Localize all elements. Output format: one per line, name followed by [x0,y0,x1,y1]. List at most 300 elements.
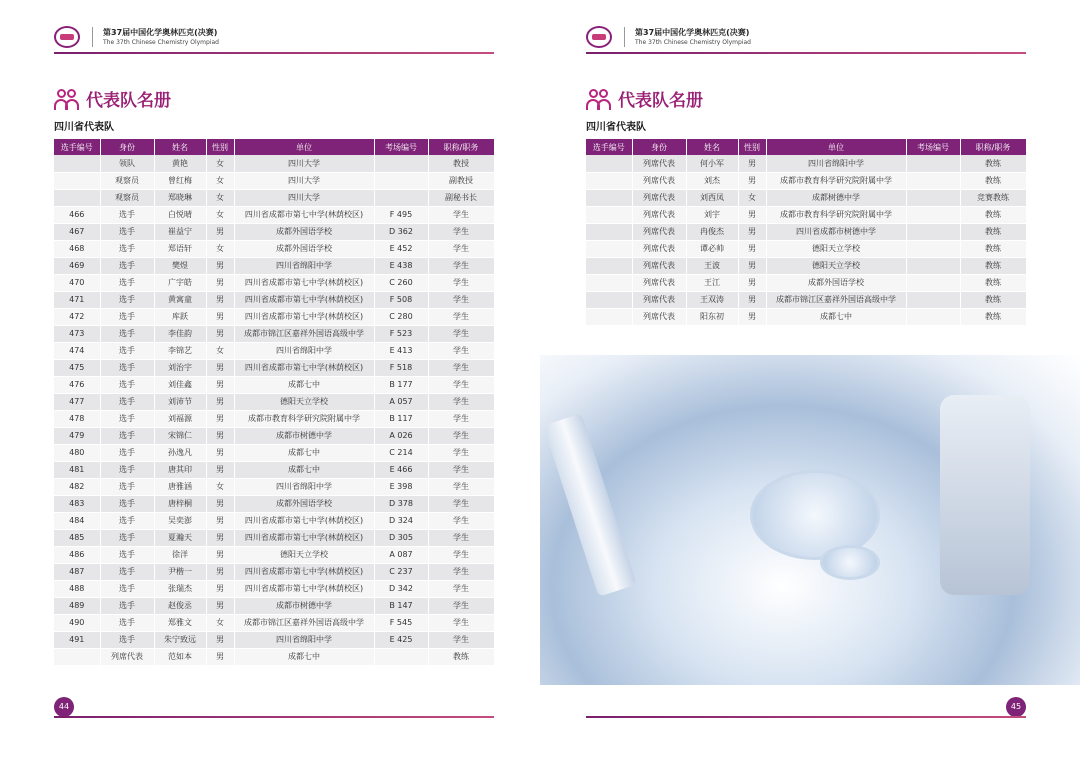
table-cell: 学生 [428,240,494,257]
table-cell: 485 [54,529,100,546]
table-cell: 男 [206,597,234,614]
table-cell: 学生 [428,274,494,291]
people-icon [586,88,612,110]
table-cell: 黄寓童 [154,291,206,308]
table-cell: 德阳天立学校 [766,240,906,257]
column-header: 职称/职务 [960,139,1026,155]
table-cell: 选手 [100,563,154,580]
table-cell: 刘西凤 [686,189,738,206]
page-number-left: 44 [54,697,74,717]
table-cell [374,155,428,172]
column-header: 职称/职务 [428,139,494,155]
table-cell: 女 [206,189,234,206]
table-cell: 曾红梅 [154,172,206,189]
table-row [54,308,494,325]
table-cell: 成都七中 [766,308,906,325]
table-cell [374,172,428,189]
table-cell [54,155,100,172]
table-cell: E 452 [374,240,428,257]
table-cell: 男 [206,393,234,410]
table-cell [906,257,960,274]
table-cell: 谭必帅 [686,240,738,257]
table-cell: 四川大学 [234,189,374,206]
table-cell: 副秘书长 [428,189,494,206]
table-row [54,325,494,342]
table-cell: 学生 [428,580,494,597]
table-cell: 选手 [100,546,154,563]
table-cell: 学生 [428,342,494,359]
table-cell: 刘治宇 [154,359,206,376]
table-cell: 郑晓琳 [154,189,206,206]
table-cell: 475 [54,359,100,376]
table-cell: 478 [54,410,100,427]
table-row [586,206,1026,223]
table-cell: 477 [54,393,100,410]
table-cell: 王江 [686,274,738,291]
table-cell: 四川大学 [234,155,374,172]
table-cell: 选手 [100,444,154,461]
table-cell: 482 [54,478,100,495]
table-row [54,580,494,597]
table-cell: 成都外国语学校 [234,223,374,240]
table-row [54,444,494,461]
table-row [54,512,494,529]
footer-rule [586,716,1026,718]
table-cell [586,189,632,206]
table-cell: 夏瀚天 [154,529,206,546]
table-cell: D 324 [374,512,428,529]
section-title [54,86,171,111]
microscope-shape [940,395,1030,595]
table-cell: 学生 [428,597,494,614]
table-cell: 列席代表 [632,291,686,308]
table-cell: 吴奕澎 [154,512,206,529]
table-cell: F 508 [374,291,428,308]
table-cell [586,155,632,172]
page-header [54,22,219,52]
table-row [54,478,494,495]
table-cell: 489 [54,597,100,614]
table-cell: 列席代表 [632,240,686,257]
table-cell: 选手 [100,257,154,274]
table-cell: 成都外国语学校 [234,495,374,512]
table-cell: 488 [54,580,100,597]
table-cell [906,291,960,308]
table-cell: 教练 [960,172,1026,189]
table-cell [54,172,100,189]
table-cell: E 413 [374,342,428,359]
table-cell: 教练 [960,240,1026,257]
table-cell: 选手 [100,410,154,427]
table-cell: E 425 [374,631,428,648]
table-cell: 四川省成都市第七中学(林荫校区) [234,529,374,546]
table-cell [374,189,428,206]
table-cell: F 545 [374,614,428,631]
table-cell: 冉俊杰 [686,223,738,240]
table-cell: C 280 [374,308,428,325]
table-cell: E 398 [374,478,428,495]
table-cell [906,206,960,223]
table-cell [906,223,960,240]
table-cell: 469 [54,257,100,274]
table-row [586,189,1026,206]
table-row [586,240,1026,257]
table-cell: 选手 [100,291,154,308]
table-cell: 选手 [100,342,154,359]
table-cell: 选手 [100,325,154,342]
table-cell: 487 [54,563,100,580]
table-cell: E 466 [374,461,428,478]
table-cell: 男 [206,529,234,546]
table-cell: 男 [206,461,234,478]
table-cell: 学生 [428,325,494,342]
team-name: 四川省代表队 [54,122,114,133]
table-cell: 唐梓桐 [154,495,206,512]
table-row [54,342,494,359]
table-cell: 468 [54,240,100,257]
table-cell: 男 [738,223,766,240]
table-cell [54,189,100,206]
table-cell: 成都市树德中学 [234,597,374,614]
table-cell: 范如本 [154,648,206,665]
table-cell: 教练 [960,206,1026,223]
table-cell: 男 [206,427,234,444]
table-cell: 阳东初 [686,308,738,325]
roster-table-right [586,139,1027,326]
table-cell: 四川省绵阳中学 [234,342,374,359]
people-icon [54,88,80,110]
table-cell: 学生 [428,631,494,648]
table-cell [906,189,960,206]
table-cell: 列席代表 [632,308,686,325]
table-cell: 男 [206,563,234,580]
table-row [586,308,1026,325]
table-cell: A 087 [374,546,428,563]
table-cell: 学生 [428,257,494,274]
table-cell: 列席代表 [632,223,686,240]
table-cell: B 117 [374,410,428,427]
table-cell: C 237 [374,563,428,580]
table-cell: 何小军 [686,155,738,172]
table-cell: 教授 [428,155,494,172]
table-cell: 四川省绵阳中学 [234,257,374,274]
table-cell: 尹楷一 [154,563,206,580]
table-cell: 学生 [428,427,494,444]
table-header-row [54,139,494,155]
table-cell: 郑语轩 [154,240,206,257]
table-cell: 四川省成都市第七中学(林荫校区) [234,274,374,291]
table-cell: 列席代表 [632,189,686,206]
lab-glassware-image [540,355,1080,685]
table-cell: 教练 [960,291,1026,308]
table-cell: 成都市树德中学 [234,427,374,444]
table-cell: 李锦艺 [154,342,206,359]
table-cell: 学生 [428,563,494,580]
header-title-cn: 第37届中国化学奥林匹克(决赛) [635,28,750,37]
table-cell: 四川省成都市第七中学(林荫校区) [234,206,374,223]
table-cell: 郑雅文 [154,614,206,631]
table-cell: 成都外国语学校 [234,240,374,257]
table-cell: 男 [738,172,766,189]
table-header-row [586,139,1026,155]
table-row [54,274,494,291]
column-header: 选手编号 [54,139,100,155]
table-cell: 483 [54,495,100,512]
table-cell: 成都七中 [234,461,374,478]
table-cell: 列席代表 [632,257,686,274]
column-header: 单位 [234,139,374,155]
column-header: 考场编号 [374,139,428,155]
table-cell: 德阳天立学校 [234,393,374,410]
table-cell: 男 [738,291,766,308]
table-cell: 486 [54,546,100,563]
table-cell: 选手 [100,376,154,393]
header-rule [586,52,1026,54]
table-cell: 刘福源 [154,410,206,427]
section-title-text: 代表队名册 [86,91,171,111]
roster-table-left [54,139,495,666]
footer-rule [54,716,494,718]
table-cell: 观察员 [100,172,154,189]
table-cell: 男 [206,410,234,427]
table-cell: 成都七中 [234,444,374,461]
table-cell: 唐雅涵 [154,478,206,495]
petri-dish-shape [820,545,880,580]
table-cell: 崔益宁 [154,223,206,240]
table-cell: E 438 [374,257,428,274]
table-cell: 学生 [428,529,494,546]
table-cell [906,172,960,189]
table-cell: 学生 [428,478,494,495]
table-cell: 选手 [100,427,154,444]
table-cell: 男 [206,648,234,665]
table-cell: B 177 [374,376,428,393]
table-cell: 刘沛节 [154,393,206,410]
table-cell: 四川省成都市第七中学(林荫校区) [234,308,374,325]
table-cell [906,274,960,291]
table-cell: 四川省成都市第七中学(林荫校区) [234,512,374,529]
table-cell: 男 [738,155,766,172]
table-cell: 德阳天立学校 [234,546,374,563]
table-cell: 观察员 [100,189,154,206]
table-row [54,546,494,563]
table-cell: 刘佳鑫 [154,376,206,393]
table-cell: 四川省绵阳中学 [766,155,906,172]
table-cell: 479 [54,427,100,444]
table-cell: 471 [54,291,100,308]
table-row [54,461,494,478]
table-cell: 选手 [100,308,154,325]
table-row [54,631,494,648]
table-cell: 成都市锦江区嘉祥外国语高级中学 [234,614,374,631]
table-cell: 刘杰 [686,172,738,189]
table-cell: 朱宁致远 [154,631,206,648]
table-cell: C 214 [374,444,428,461]
table-cell: 491 [54,631,100,648]
table-cell: 李佳韵 [154,325,206,342]
table-cell: 选手 [100,529,154,546]
column-header: 性别 [206,139,234,155]
table-cell: 学生 [428,223,494,240]
table-cell: 女 [206,478,234,495]
table-cell: 男 [206,257,234,274]
table-cell: 教练 [960,274,1026,291]
table-cell: F 495 [374,206,428,223]
header-title-cn: 第37届中国化学奥林匹克(决赛) [103,28,218,37]
table-cell: 学生 [428,376,494,393]
table-cell: 选手 [100,631,154,648]
table-cell: 赵俊丞 [154,597,206,614]
table-cell: 选手 [100,580,154,597]
table-cell: F 523 [374,325,428,342]
table-cell: F 518 [374,359,428,376]
table-row [586,155,1026,172]
table-row [54,376,494,393]
table-cell [586,257,632,274]
table-cell: 宋锦仁 [154,427,206,444]
table-cell: 成都七中 [234,648,374,665]
table-row [54,597,494,614]
table-row [54,427,494,444]
table-cell: 四川省成都市第七中学(林荫校区) [234,580,374,597]
table-cell: 男 [738,308,766,325]
section-title-text: 代表队名册 [618,91,703,111]
page-header [586,22,751,52]
table-cell: 四川省成都市第七中学(林荫校区) [234,291,374,308]
table-cell: 选手 [100,461,154,478]
table-cell [586,223,632,240]
table-row [54,257,494,274]
table-row [54,393,494,410]
table-cell: 四川省绵阳中学 [234,478,374,495]
table-cell: 竞赛教练 [960,189,1026,206]
table-cell: 成都外国语学校 [766,274,906,291]
column-header: 性别 [738,139,766,155]
table-cell: 467 [54,223,100,240]
team-name: 四川省代表队 [586,122,646,133]
table-cell: 男 [206,512,234,529]
table-cell: 列席代表 [632,206,686,223]
header-divider [624,27,625,47]
table-cell [374,648,428,665]
table-cell [586,274,632,291]
table-cell: 学生 [428,291,494,308]
table-cell: B 147 [374,597,428,614]
table-cell: 王双涛 [686,291,738,308]
table-cell: 484 [54,512,100,529]
table-cell: 教练 [960,223,1026,240]
column-header: 身份 [100,139,154,155]
table-cell: 四川大学 [234,172,374,189]
table-cell: 481 [54,461,100,478]
table-cell: 教练 [960,155,1026,172]
section-title [586,86,703,111]
table-cell: 领队 [100,155,154,172]
header-divider [92,27,93,47]
table-cell: 学生 [428,410,494,427]
table-cell: 男 [738,240,766,257]
table-cell: 刘宇 [686,206,738,223]
table-cell: 男 [206,359,234,376]
table-cell: A 026 [374,427,428,444]
table-cell: 选手 [100,274,154,291]
table-cell: 男 [206,444,234,461]
table-cell: 男 [738,206,766,223]
table-cell: 男 [738,257,766,274]
table-cell: 成都市锦江区嘉祥外国语高级中学 [766,291,906,308]
table-cell: D 378 [374,495,428,512]
table-cell: 490 [54,614,100,631]
table-cell: 选手 [100,359,154,376]
table-row [54,495,494,512]
table-cell: 男 [738,274,766,291]
table-cell [906,240,960,257]
table-row [586,172,1026,189]
table-cell: 成都树德中学 [766,189,906,206]
column-header: 身份 [632,139,686,155]
table-cell: 列席代表 [100,648,154,665]
test-tube-shape [543,413,637,597]
table-cell: 四川省成都市树德中学 [766,223,906,240]
table-cell: 学生 [428,512,494,529]
table-cell [586,240,632,257]
table-cell: D 342 [374,580,428,597]
table-cell: 选手 [100,495,154,512]
table-cell: 学生 [428,359,494,376]
table-cell: D 305 [374,529,428,546]
table-cell: 男 [206,291,234,308]
table-cell: 男 [206,376,234,393]
table-cell: 男 [206,274,234,291]
table-row [586,257,1026,274]
table-cell: 白悦晴 [154,206,206,223]
table-cell: C 260 [374,274,428,291]
table-cell: 男 [206,495,234,512]
header-rule [54,52,494,54]
right-page [540,0,1080,772]
table-cell: 女 [206,155,234,172]
table-cell: 列席代表 [632,172,686,189]
table-cell: 教练 [960,257,1026,274]
table-cell: 女 [206,342,234,359]
column-header: 姓名 [154,139,206,155]
table-cell: 四川省成都市第七中学(林荫校区) [234,359,374,376]
table-cell: 广宇皓 [154,274,206,291]
table-cell: 476 [54,376,100,393]
table-cell: 成都市教育科学研究院附属中学 [766,172,906,189]
table-row [54,410,494,427]
table-cell: 张瑞杰 [154,580,206,597]
table-cell: 选手 [100,223,154,240]
table-cell: 男 [206,223,234,240]
table-row [586,274,1026,291]
column-header: 考场编号 [906,139,960,155]
table-cell: D 362 [374,223,428,240]
table-cell: 学生 [428,444,494,461]
table-cell: 学生 [428,495,494,512]
table-row [54,614,494,631]
table-cell: 黄艳 [154,155,206,172]
table-cell: 选手 [100,206,154,223]
table-cell: 王波 [686,257,738,274]
table-cell: 选手 [100,393,154,410]
table-cell [586,172,632,189]
table-cell: 唐其印 [154,461,206,478]
header-title-en: The 37th Chinese Chemistry Olympiad [103,39,219,46]
table-cell [586,308,632,325]
table-cell: 480 [54,444,100,461]
olympiad-logo-icon [586,26,612,48]
